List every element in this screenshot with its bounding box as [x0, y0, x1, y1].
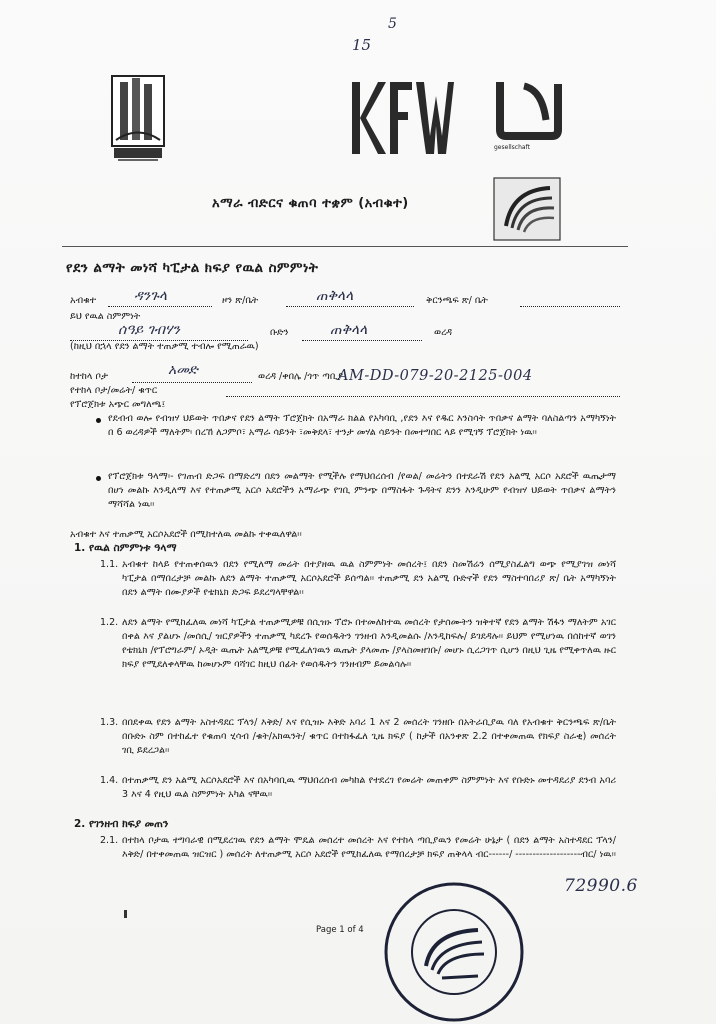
form-value-beneficiary: ሰዓይ ገብሃን: [118, 322, 180, 338]
form-label-branch: ቅርንጫፍ ጽ/ ቤት: [426, 295, 488, 306]
form-label-woreda: ወረዳ: [434, 327, 453, 338]
form-line-zone: [286, 306, 414, 307]
form-value-acsi: ዳንጉላ: [134, 288, 167, 304]
header-divider: [62, 246, 628, 247]
clause-1-2-number: 1.2.: [100, 617, 119, 628]
bullet-project-objective: የፕሮጀክቱ ዓላማ፡- የገጠብ ድጋፍ በማድረግ በደን መልማት የሚችሉ የማህበረሰብ /የወል/ መሬትን በተደራሽ የደን አልሚ አርሶ አደሮች ዉጤታማ በሆነ መልኩ እንዲለማ እና የተጠቃሚ አርሶ አደሮችን አማራጭ የገቢ ምንጭ በማስፋት ጉዳትና ደንን እንዲሁም የብዝሃ ህይወት ጥበቃና ልማትን ማሻሻል ነዉ፡፡: [108, 471, 616, 510]
form-label-location: ወረዳ /ቀበሌ /ጎጥ ጣቢያ: [258, 371, 344, 382]
document-title: የደን ልማት መነሻ ካፒታል ክፍያ የዉል ስምምነት: [66, 260, 319, 276]
acsi-round-stamp: [382, 880, 526, 1024]
clause-1-4-number: 1.4.: [100, 775, 119, 786]
form-line-site-number: [226, 396, 620, 397]
clause-2-1-number: 2.1.: [100, 835, 119, 846]
form-note-beneficiary: (ከዚህ በኋላ የደን ልማት ተጠቃሚ ተብሎ የሚጠራዉ): [70, 341, 259, 352]
clause-2-1-text: በተከላ ቦታዉ ተግባራዊ በሚደረገዉ የደን ልማት ሞዴል መሰረተ መሰረት እና የተከላ ጣቢያዉን የመሬት ሁኔታ ( በደን ልማት አስተዳደር ፕላን/እቅድ/ በተቀመጠዉ ዝርዝር ) መሰረት ለተጠቃሚ አርሶ አደሮች የሚከፈለዉ የማበረታቻ ክፍያ ጠቅላላ ብር------/ -------------------ብር/ ነዉ፡፡: [122, 835, 616, 860]
bullet-marker-2: [96, 476, 101, 481]
form-label-project-summary: የፕሮጀክቱ አጭር መግለጫ፤: [70, 399, 166, 410]
amhara-forest-logo: [108, 70, 168, 166]
clause-1-3-text: በበደቀዉ የደን ልማት አስተዳደር ፕላን/ እቅድ/ እና የሲዝኑ እቅድ አባሪ 1 እና 2 መሰረት ገንዘቡ በአትራቢያዉ ባለ የአብቁተ ቅርንጫፍ ጽ/ቤት በቡድኑ ስም በተከፈተ የቁጠባ ሂሳብ /ቁት/አክዉንት/ ቁጥር በተከፋፈለ ጊዜ ክፍያ ( ከታች በአንቀጽ 2.2 በተቀመጠዉ የክፍያ ስራቂ) መሰረት ገቢ ይደረጋል፡፡: [122, 717, 616, 756]
form-line-site: [132, 382, 252, 383]
form-line-branch: [520, 306, 620, 307]
tick-mark: [124, 910, 127, 918]
handwritten-amount: 72990.6: [564, 876, 638, 896]
form-label-zone: ዞን ጽ/ቤት: [222, 295, 259, 306]
gesellschaft-logo: [494, 76, 564, 158]
form-value-group: ጠቅላላ: [330, 322, 368, 338]
handwritten-page-number: 15: [352, 36, 372, 54]
form-label-agreement: ይህ የዉል ስምምነት: [70, 311, 141, 322]
form-label-site: ከተከላ ቦታ: [70, 371, 108, 382]
handwritten-mark: 5: [388, 16, 397, 32]
bullet-marker-1: [96, 418, 101, 423]
form-label-acsi: አብቁተ: [70, 295, 96, 306]
gesellschaft-caption: gesellschaft: [494, 144, 530, 151]
clause-1-3-number: 1.3.: [100, 717, 119, 728]
clause-1-4-text: በተጠቃሚ ደን አልሚ አርሶአደሮች እና በአካባቢዉ ማህበረሰብ መካከል የተደረገ የመሬት መጠቀም ስምምነት እና የቡድኑ መተዳደሪያ ደንብ አባሪ 3 እና 4 የዚህ ዉል ስምምነት አካል ናቸዉ፡፡: [122, 775, 616, 800]
clause-1-1-text: አብቁተ ከላይ የተጠቀሰዉን በደን የሚለማ መሬት በተያዘዉ ዉል ስምምነት መሰረት፤ በደን ስመሽሬን ሰሚያስፈልግ ወጭ የሚያገዝ መነሻ ካፒታል በማበረታቻ መልኩ ለደን ልማት ተጠቃሚ አርሶአደሮች ይሰጣል፡፡ ተጠቃሚ ደን አልሚ ቡድኖች የደን ማስተባበሪያ ጽ/ ቤት አማካኝነት በደን ልማት በሙያዎች የቴክኒክ ድጋፍ ይደረግላቸዋል፡፡: [122, 559, 616, 598]
kfw-logo: [348, 76, 454, 158]
clause-1-2-text: ለደን ልማት የሚከፈለዉ መነሻ ካፒታል ተጠቃሚዎቹ በሲዝኑ ፕሮኑ በተመለከተዉ መሰረት የታሰሙትን ዝቅተኛ የደን ልማት ሽፋን ማለትም አገር በቀል እና ያልሆኑ /መሰሲ/ ዝርያዎችን ተጠቃሚ ካደረጉ የወሰዱትን ገንዘብ እንዲመልሱ /እንዲከፍሉ/ ይገደዳሉ፡፡ ይህም የሚሆነዉ በሰከተኛ ወገን የቴክኒክ /የፕሮግራም/ ኦዲት ዉጤት አልሚዎቹ የሚፈለገዉን ዉጤት ያላመጡ /ያላስመዘገቡ/ መሆኑ ሲረጋገጥ ሲሆን በዚህ ጊዜ የሚቀጥለዉ ዙር ክፍያ የሚደለቀላቸዉ ከመሆኑም ባሻገር ከዚህ በፊት የወሰዱትን ገንዘብም ይመልሳሉ፡፡: [122, 617, 616, 670]
form-line-group: [302, 340, 422, 341]
institution-name: አማራ ብድርና ቁጠባ ተቋም (አብቁተ): [212, 196, 409, 211]
bullet-project-description: የደብብ ወሎ የብዝሃ ህይወት ጥበቃና የደን ልማት ፕሮጀክት በአማራ ክልል የአካባቢ ,የደን እና የዱር እንስሳት ጥበቃና ልማት ባለስልጣን አማካኝነት በ 6 ወረዳዎች ማለትም፡ በረኸ ለጋምቦ፣ አማራ ሳይንት ፣መቅደላ፣ ተንታ መሃል ሳይንት በመተግበር ላይ የሚገኝ ፕሮጀክት ነዉ፡፡: [108, 413, 616, 438]
form-line-acsi: [108, 306, 212, 307]
section-2-heading: 2. የገንዘብ ክፍያ መጠን: [74, 818, 169, 830]
section-1-heading: 1. የዉል ስምምነቱ ዓላማ: [74, 542, 177, 554]
form-label-group: ቡድን: [270, 327, 289, 338]
form-value-zone: ጠቅላላ: [316, 288, 354, 304]
page-label: Page 1 of 4: [316, 925, 364, 935]
agreement-intro: አብቁተ እና ተጠቃሚ አርሶአደሮች በሚከተለዉ መልኩ ተቀዉለዋል፡፡: [70, 529, 302, 540]
acsi-logo: [492, 176, 562, 242]
clause-1-1-number: 1.1.: [100, 559, 119, 570]
form-value-site-number: AM-DD-079-20-2125-004: [338, 368, 533, 384]
form-value-site: አመድ: [168, 362, 198, 378]
form-label-site-number: የተከላ ቦታ/መሬት/ ቁጥር: [70, 385, 158, 396]
